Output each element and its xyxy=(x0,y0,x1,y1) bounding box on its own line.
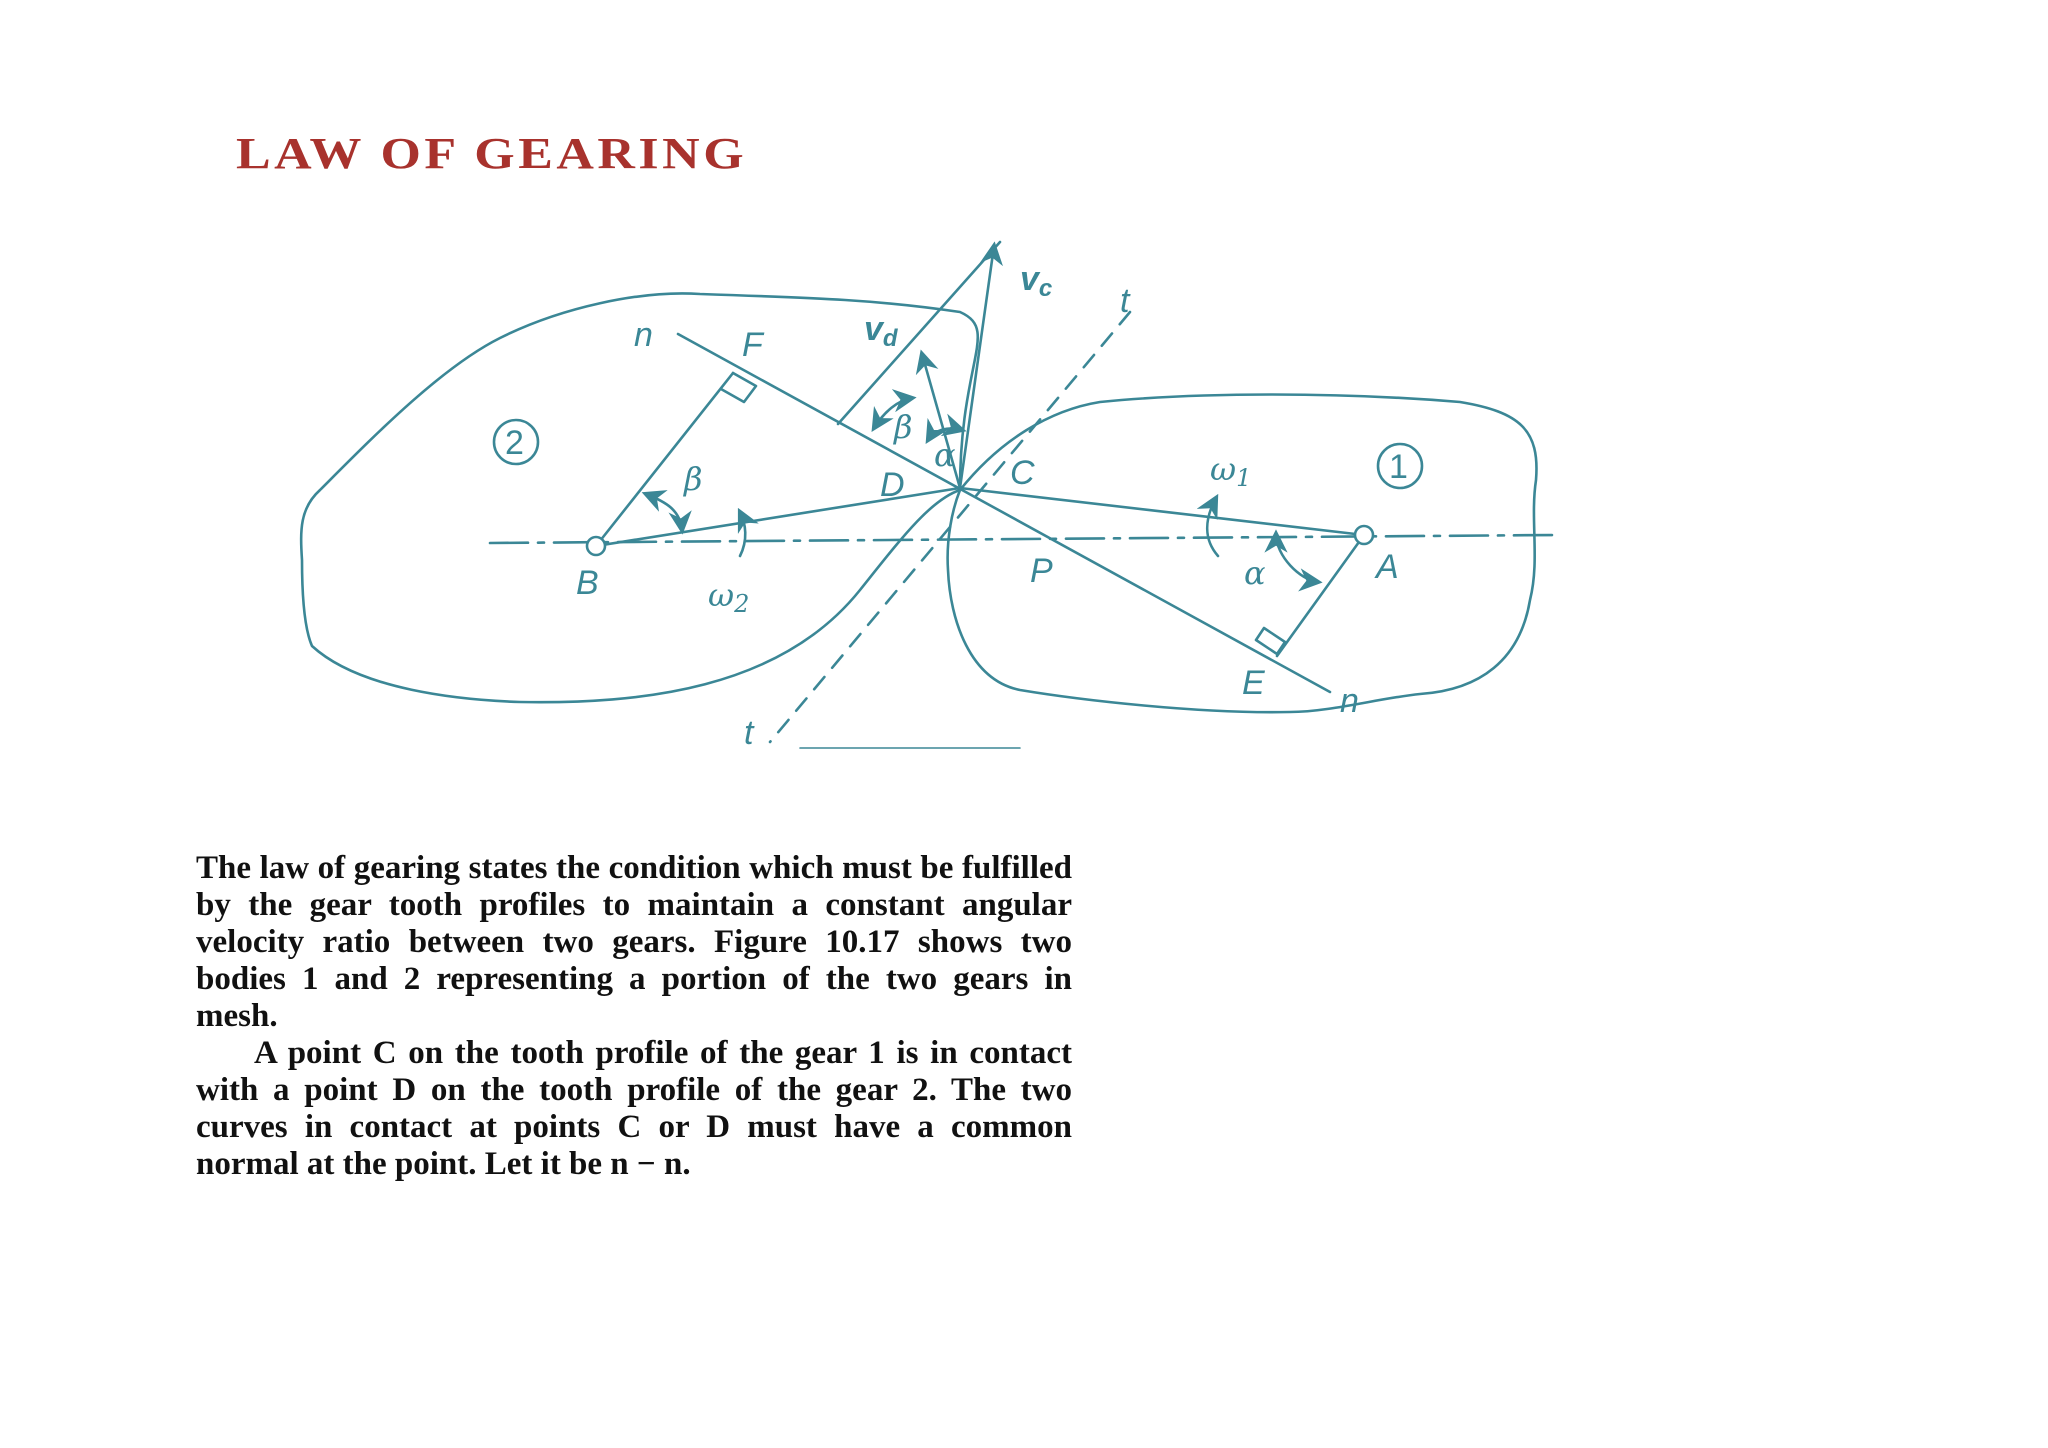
label-n-top: n xyxy=(634,316,653,354)
label-b: B xyxy=(576,564,599,602)
perp-ae xyxy=(1277,535,1364,656)
label-vc: vc xyxy=(1020,260,1053,302)
label-gear-1: 1 xyxy=(1389,448,1408,486)
label-alpha: α xyxy=(1244,554,1266,592)
tangent-line xyxy=(770,312,1130,742)
label-omega2: ω2 xyxy=(708,576,750,618)
body-text xyxy=(196,850,1072,1183)
center-a xyxy=(1355,526,1373,544)
label-beta-top: β xyxy=(894,408,913,446)
radius-a xyxy=(960,488,1364,535)
label-t-bottom: t xyxy=(744,714,754,752)
label-e: E xyxy=(1242,664,1265,702)
perp-bf xyxy=(596,373,733,546)
page-title: LAW OF GEARING xyxy=(236,129,748,178)
paragraph: A point C on the tooth profile of the gear 1 is in contact with a point D on the tooth profile of the gear 2. The two curves in contact at points C or D must have a common normal at the point. Let it be n − n. xyxy=(196,1035,1072,1182)
label-vd: vd xyxy=(864,310,898,352)
gear-2-outline xyxy=(301,293,978,702)
label-beta: β xyxy=(684,460,703,498)
label-alpha-top: α xyxy=(934,436,956,474)
label-omega1: ω1 xyxy=(1210,450,1252,492)
normal-line xyxy=(678,334,1330,692)
paragraph: The law of gearing states the condition which must be fulfilled by the gear tooth profiles to maintain a constant angular velocity ratio between two gears. Figure 10.17 shows two bodies 1 and 2 representing a portion of the two gears in mesh. xyxy=(196,850,1072,1034)
label-p: P xyxy=(1030,552,1053,590)
label-f: F xyxy=(742,326,763,364)
label-n-bottom: n xyxy=(1340,682,1359,720)
center-b xyxy=(587,537,605,555)
label-d: D xyxy=(880,466,905,504)
label-c: C xyxy=(1010,454,1035,492)
label-t-top: t xyxy=(1120,282,1130,320)
label-gear-2: 2 xyxy=(505,424,524,462)
label-a: A xyxy=(1376,548,1399,586)
